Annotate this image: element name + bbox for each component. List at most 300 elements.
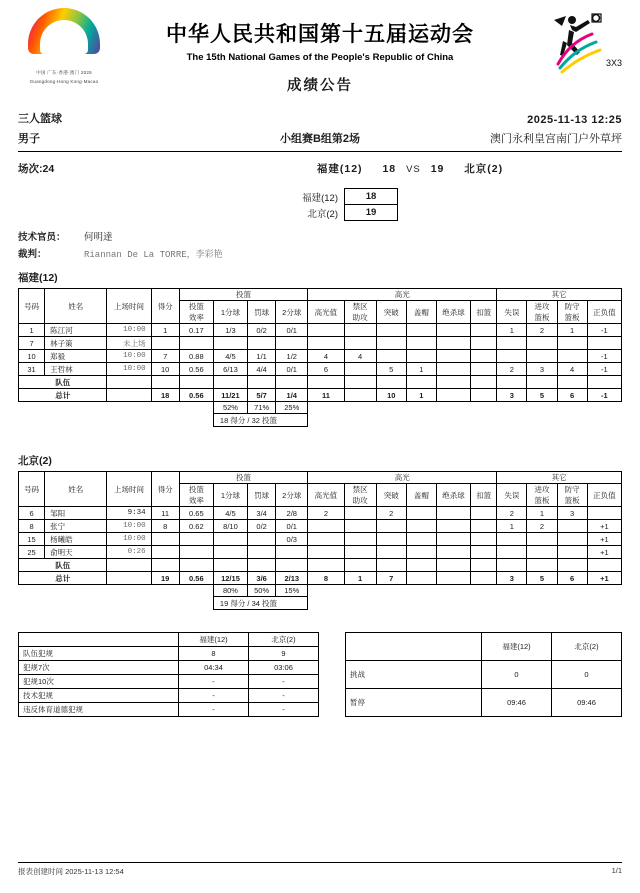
player-block — [406, 546, 436, 559]
player-free-throw: 4/4 — [248, 363, 276, 376]
technical-official-label: 技术官员： — [18, 232, 66, 243]
player-paint-assist — [344, 520, 376, 533]
player-buzzer — [436, 337, 470, 350]
fouls-row-label: 技术犯规 — [19, 689, 179, 703]
table-row — [19, 675, 319, 689]
totals-fg-pct: 0.56 — [179, 389, 213, 402]
col-dunk: 扣篮 — [471, 301, 497, 324]
player-block: 1 — [406, 363, 436, 376]
pct-two-point: 15% — [276, 585, 308, 597]
pct-one-point: 80% — [213, 585, 247, 597]
table-row — [19, 689, 319, 703]
player-defensive-rebound: 3 — [557, 507, 587, 520]
player-dunk — [471, 533, 497, 546]
player-one-point — [213, 546, 247, 559]
totals-row — [19, 572, 622, 585]
player-minutes: 未上场 — [107, 337, 151, 350]
totals-block: 1 — [406, 389, 436, 402]
player-free-throw: 1/1 — [248, 350, 276, 363]
col-no: 号码 — [19, 472, 45, 507]
player-highlight: 6 — [308, 363, 344, 376]
team-row-label: 队伍 — [19, 376, 107, 389]
col-highlight-value: 高光值 — [308, 484, 344, 507]
fouls-header-away: 北京(2) — [249, 633, 319, 647]
col-paint-assist: 禁区 助攻 — [344, 301, 376, 324]
table-header-row — [19, 633, 319, 647]
pct-free-throw: 50% — [248, 585, 276, 597]
page-title: 中华人民共和国第十五届运动会 — [166, 23, 474, 46]
player-plus-minus: +1 — [587, 520, 621, 533]
score-line — [18, 161, 622, 176]
totals-free-throw: 3/6 — [248, 572, 276, 585]
player-defensive-rebound — [557, 350, 587, 363]
gender-label: 男子 — [18, 133, 40, 145]
player-number: 8 — [19, 520, 45, 533]
fouls-row-label: 队伍犯规 — [19, 647, 179, 661]
player-free-throw: 3/4 — [248, 507, 276, 520]
timeouts-header-away: 北京(2) — [552, 633, 622, 661]
player-turnover: 1 — [497, 324, 527, 337]
player-highlight: 2 — [308, 507, 344, 520]
player-breakthrough — [376, 324, 406, 337]
player-fg-pct — [179, 337, 213, 350]
player-name: 邹阳 — [45, 507, 107, 520]
player-block — [406, 520, 436, 533]
col-fg-pct: 投篮 效率 — [179, 301, 213, 324]
player-minutes: 10:00 — [107, 350, 151, 363]
player-points: 1 — [151, 324, 179, 337]
player-dunk — [471, 350, 497, 363]
fouls-row-label: 犯规10次 — [19, 675, 179, 689]
player-fg-pct: 0.65 — [179, 507, 213, 520]
fouls-row-away: - — [249, 675, 319, 689]
player-one-point — [213, 533, 247, 546]
timeouts-row-away: 09:46 — [552, 689, 622, 717]
col-defensive-rebound: 防守 篮板 — [557, 484, 587, 507]
table-row — [19, 533, 622, 546]
player-buzzer — [436, 533, 470, 546]
table-header-row — [346, 633, 622, 661]
fouls-row-home: - — [179, 675, 249, 689]
mini-team-name: 福建(12) — [302, 192, 338, 204]
totals-offensive-rebound: 5 — [527, 389, 557, 402]
player-name: 林子策 — [45, 337, 107, 350]
player-offensive-rebound: 3 — [527, 363, 557, 376]
player-offensive-rebound: 2 — [527, 520, 557, 533]
totals-breakthrough: 7 — [376, 572, 406, 585]
table-row — [19, 661, 319, 675]
timeouts-row-home: 09:46 — [482, 689, 552, 717]
home-score: 18 — [382, 163, 397, 175]
totals-dunk — [471, 389, 497, 402]
col-minutes: 上场时间 — [107, 289, 151, 324]
totals-turnover: 3 — [497, 389, 527, 402]
player-paint-assist — [344, 337, 376, 350]
col-name: 姓名 — [45, 472, 107, 507]
player-plus-minus: +1 — [587, 533, 621, 546]
fouls-row-home: - — [179, 689, 249, 703]
fouls-row-away: - — [249, 703, 319, 717]
player-two-point: 1/2 — [276, 350, 308, 363]
player-number: 10 — [19, 350, 45, 363]
player-offensive-rebound — [527, 546, 557, 559]
totals-label: 总计 — [19, 572, 107, 585]
player-number: 7 — [19, 337, 45, 350]
player-two-point: 0/1 — [276, 324, 308, 337]
fouls-row-label: 犯规7次 — [19, 661, 179, 675]
player-highlight: 4 — [308, 350, 344, 363]
col-two-point: 2分球 — [276, 484, 308, 507]
away-team-heading: 北京(2) — [18, 455, 52, 467]
shooting-summary-row — [19, 414, 622, 427]
totals-minutes — [107, 389, 151, 402]
totals-label: 总计 — [19, 389, 107, 402]
player-points — [151, 337, 179, 350]
page-title-en: The 15th National Games of the People's Republic of China — [186, 52, 454, 63]
player-buzzer — [436, 363, 470, 376]
totals-two-point: 2/13 — [276, 572, 308, 585]
report-created-time: 报表创建时间 2025-11-13 12:54 — [18, 867, 124, 876]
timeouts-row-label: 挑战 — [346, 661, 482, 689]
player-one-point: 1/3 — [213, 324, 247, 337]
referee-value: Riannan De La TORRE，李彩艳 — [84, 250, 223, 260]
totals-fg-pct: 0.56 — [179, 572, 213, 585]
page-number: 1/1 — [611, 866, 622, 875]
totals-minutes — [107, 572, 151, 585]
player-plus-minus — [587, 507, 621, 520]
pct-two-point: 25% — [276, 402, 308, 414]
col-turnover: 失误 — [497, 484, 527, 507]
player-offensive-rebound — [527, 350, 557, 363]
player-dunk — [471, 324, 497, 337]
pct-one-point: 52% — [213, 402, 247, 414]
game-datetime: 2025-11-13 12:25 — [527, 114, 622, 126]
player-breakthrough — [376, 533, 406, 546]
player-paint-assist: 4 — [344, 350, 376, 363]
player-buzzer — [436, 546, 470, 559]
player-number: 25 — [19, 546, 45, 559]
player-turnover — [497, 533, 527, 546]
referee-label: 裁判： — [18, 249, 47, 260]
venue-label: 澳门永利皇宫南门户外草坪 — [490, 133, 622, 145]
col-no: 号码 — [19, 289, 45, 324]
player-offensive-rebound — [527, 533, 557, 546]
home-team-boxscore — [18, 288, 622, 427]
timeouts-row-away: 0 — [552, 661, 622, 689]
phase-label: 小组赛B组第2场 — [279, 133, 361, 145]
fouls-header-blank — [19, 633, 179, 647]
player-defensive-rebound — [557, 520, 587, 533]
player-plus-minus: +1 — [587, 546, 621, 559]
player-two-point: 0/1 — [276, 363, 308, 376]
totals-dunk — [471, 572, 497, 585]
table-row — [346, 689, 622, 717]
timeouts-row-label: 暂停 — [346, 689, 482, 717]
player-name: 张宁 — [45, 520, 107, 533]
player-dunk — [471, 363, 497, 376]
player-turnover — [497, 350, 527, 363]
home-team-label: 福建(12) — [316, 163, 363, 175]
player-minutes: 0:26 — [107, 546, 151, 559]
player-block — [406, 507, 436, 520]
col-buzzer-beater: 绝杀球 — [436, 301, 470, 324]
percentage-row — [19, 402, 622, 414]
player-paint-assist — [344, 363, 376, 376]
player-number: 15 — [19, 533, 45, 546]
games-logo-caption-en: Guangdong·Hong Kong·Macao — [29, 78, 99, 84]
totals-one-point: 11/21 — [213, 389, 247, 402]
col-buzzer-beater: 绝杀球 — [436, 484, 470, 507]
table-row — [19, 520, 622, 533]
page-subtitle: 成绩公告 — [287, 78, 353, 94]
percentage-row — [19, 585, 622, 597]
player-points — [151, 533, 179, 546]
col-name: 姓名 — [45, 289, 107, 324]
player-breakthrough — [376, 546, 406, 559]
totals-turnover: 3 — [497, 572, 527, 585]
info-row-sport — [18, 110, 622, 126]
player-two-point: 0/3 — [276, 533, 308, 546]
col-breakthrough: 突破 — [376, 301, 406, 324]
player-breakthrough — [376, 520, 406, 533]
table-row — [19, 703, 319, 717]
sport-emblem-icon — [536, 10, 622, 76]
player-two-point — [276, 337, 308, 350]
technical-official-row — [18, 229, 622, 243]
player-name: 王哲林 — [45, 363, 107, 376]
player-block — [406, 533, 436, 546]
team-row — [19, 559, 622, 572]
player-plus-minus: -1 — [587, 363, 621, 376]
table-row — [242, 205, 398, 221]
player-turnover: 1 — [497, 520, 527, 533]
player-one-point: 8/10 — [213, 520, 247, 533]
player-points: 7 — [151, 350, 179, 363]
away-team-label: 北京(2) — [464, 163, 504, 175]
player-turnover: 2 — [497, 507, 527, 520]
fouls-row-away: - — [249, 689, 319, 703]
player-paint-assist — [344, 546, 376, 559]
player-fg-pct — [179, 533, 213, 546]
report-header — [18, 0, 622, 108]
col-group-shooting: 投篮 — [179, 472, 308, 484]
pct-free-throw: 71% — [248, 402, 276, 414]
player-fg-pct: 0.62 — [179, 520, 213, 533]
player-buzzer — [436, 520, 470, 533]
table-group-header — [19, 472, 622, 484]
fouls-row-away: 9 — [249, 647, 319, 661]
fouls-row-label: 违反体育道德犯规 — [19, 703, 179, 717]
mini-team-score: 18 — [345, 189, 398, 205]
shooting-summary: 19 得分 / 34 投篮 — [213, 597, 307, 610]
totals-paint-assist — [344, 389, 376, 402]
table-row — [242, 189, 398, 205]
table-row — [19, 363, 622, 376]
table-row — [19, 647, 319, 661]
player-dunk — [471, 520, 497, 533]
mini-team-name: 北京(2) — [307, 208, 338, 220]
col-group-shooting: 投篮 — [179, 289, 308, 301]
referee-row — [18, 246, 622, 260]
player-block — [406, 337, 436, 350]
vs-label: VS — [406, 164, 421, 175]
player-paint-assist — [344, 533, 376, 546]
player-buzzer — [436, 507, 470, 520]
player-highlight — [308, 533, 344, 546]
totals-points: 18 — [151, 389, 179, 402]
player-breakthrough: 5 — [376, 363, 406, 376]
totals-free-throw: 5/7 — [248, 389, 276, 402]
svg-text:3X3: 3X3 — [606, 58, 622, 68]
info-row-gender — [18, 130, 622, 146]
player-free-throw — [248, 533, 276, 546]
player-number: 31 — [19, 363, 45, 376]
col-group-highlight: 高光 — [308, 289, 497, 301]
game-number: 场次:24 — [18, 163, 55, 175]
games-logo-mark — [28, 8, 100, 68]
shooting-summary: 18 得分 / 32 投篮 — [213, 414, 307, 427]
fouls-row-home: 8 — [179, 647, 249, 661]
col-plus-minus: 正负值 — [587, 301, 621, 324]
player-offensive-rebound — [527, 337, 557, 350]
table-row — [346, 661, 622, 689]
table-row — [19, 324, 622, 337]
totals-buzzer — [436, 572, 470, 585]
player-free-throw — [248, 546, 276, 559]
totals-row — [19, 389, 622, 402]
table-row — [19, 350, 622, 363]
away-team-boxscore — [18, 471, 622, 610]
player-highlight — [308, 337, 344, 350]
col-points: 得分 — [151, 289, 179, 324]
totals-breakthrough: 10 — [376, 389, 406, 402]
mini-scorebox — [18, 188, 622, 221]
col-fg-pct: 投篮 效率 — [179, 484, 213, 507]
col-offensive-rebound: 进攻 篮板 — [527, 301, 557, 324]
col-two-point: 2分球 — [276, 301, 308, 324]
player-dunk — [471, 546, 497, 559]
col-block: 盖帽 — [406, 301, 436, 324]
bottom-summary-tables — [18, 632, 622, 717]
player-number: 1 — [19, 324, 45, 337]
player-buzzer — [436, 324, 470, 337]
col-paint-assist: 禁区 助攻 — [344, 484, 376, 507]
player-name: 杨曦皓 — [45, 533, 107, 546]
player-points: 10 — [151, 363, 179, 376]
col-free-throw: 罚球 — [248, 301, 276, 324]
totals-plus-minus: -1 — [587, 389, 621, 402]
player-breakthrough — [376, 350, 406, 363]
player-two-point: 0/1 — [276, 520, 308, 533]
table-row — [19, 546, 622, 559]
header-divider — [18, 151, 622, 152]
player-minutes: 10:00 — [107, 520, 151, 533]
player-breakthrough — [376, 337, 406, 350]
player-defensive-rebound: 1 — [557, 324, 587, 337]
player-breakthrough: 2 — [376, 507, 406, 520]
fouls-row-away: 03:06 — [249, 661, 319, 675]
col-block: 盖帽 — [406, 484, 436, 507]
player-plus-minus — [587, 337, 621, 350]
totals-paint-assist: 1 — [344, 572, 376, 585]
col-group-other: 其它 — [497, 289, 622, 301]
player-name: 郑毅 — [45, 350, 107, 363]
totals-two-point: 1/4 — [276, 389, 308, 402]
player-defensive-rebound — [557, 546, 587, 559]
totals-points: 19 — [151, 572, 179, 585]
mini-team-score: 19 — [345, 205, 398, 221]
player-block — [406, 324, 436, 337]
col-highlight-value: 高光值 — [308, 301, 344, 324]
totals-buzzer — [436, 389, 470, 402]
player-free-throw: 0/2 — [248, 520, 276, 533]
player-fg-pct: 0.88 — [179, 350, 213, 363]
col-group-highlight: 高光 — [308, 472, 497, 484]
timeouts-row-home: 0 — [482, 661, 552, 689]
player-number: 6 — [19, 507, 45, 520]
sport-label: 三人篮球 — [18, 113, 62, 125]
col-free-throw: 罚球 — [248, 484, 276, 507]
player-paint-assist — [344, 507, 376, 520]
player-one-point — [213, 337, 247, 350]
player-points: 8 — [151, 520, 179, 533]
player-minutes: 9:34 — [107, 507, 151, 520]
player-one-point: 6/13 — [213, 363, 247, 376]
table-row — [19, 337, 622, 350]
player-offensive-rebound: 2 — [527, 324, 557, 337]
player-turnover: 2 — [497, 363, 527, 376]
player-points — [151, 546, 179, 559]
player-highlight — [308, 546, 344, 559]
col-plus-minus: 正负值 — [587, 484, 621, 507]
col-dunk: 扣篮 — [471, 484, 497, 507]
fouls-row-home: 04:34 — [179, 661, 249, 675]
totals-highlight: 11 — [308, 389, 344, 402]
player-name: 俞明天 — [45, 546, 107, 559]
player-name: 陈江河 — [45, 324, 107, 337]
timeouts-header-blank — [346, 633, 482, 661]
timeouts-header-home: 福建(12) — [482, 633, 552, 661]
col-one-point: 1分球 — [213, 484, 247, 507]
col-minutes: 上场时间 — [107, 472, 151, 507]
games-logo — [18, 8, 110, 90]
fouls-header-home: 福建(12) — [179, 633, 249, 647]
player-fg-pct — [179, 546, 213, 559]
col-offensive-rebound: 进攻 篮板 — [527, 484, 557, 507]
player-offensive-rebound: 1 — [527, 507, 557, 520]
shooting-summary-row — [19, 597, 622, 610]
col-one-point: 1分球 — [213, 301, 247, 324]
player-one-point: 4/5 — [213, 350, 247, 363]
col-points: 得分 — [151, 472, 179, 507]
player-dunk — [471, 507, 497, 520]
player-paint-assist — [344, 324, 376, 337]
player-dunk — [471, 337, 497, 350]
player-two-point: 2/8 — [276, 507, 308, 520]
player-defensive-rebound — [557, 533, 587, 546]
player-turnover — [497, 546, 527, 559]
col-breakthrough: 突破 — [376, 484, 406, 507]
player-free-throw — [248, 337, 276, 350]
totals-offensive-rebound: 5 — [527, 572, 557, 585]
fouls-table — [18, 632, 319, 717]
officials-block — [18, 229, 622, 260]
col-group-other: 其它 — [497, 472, 622, 484]
player-highlight — [308, 520, 344, 533]
player-fg-pct: 0.56 — [179, 363, 213, 376]
games-logo-caption-cn: 中国 广东·香港·澳门 2025 — [36, 70, 92, 75]
player-two-point — [276, 546, 308, 559]
